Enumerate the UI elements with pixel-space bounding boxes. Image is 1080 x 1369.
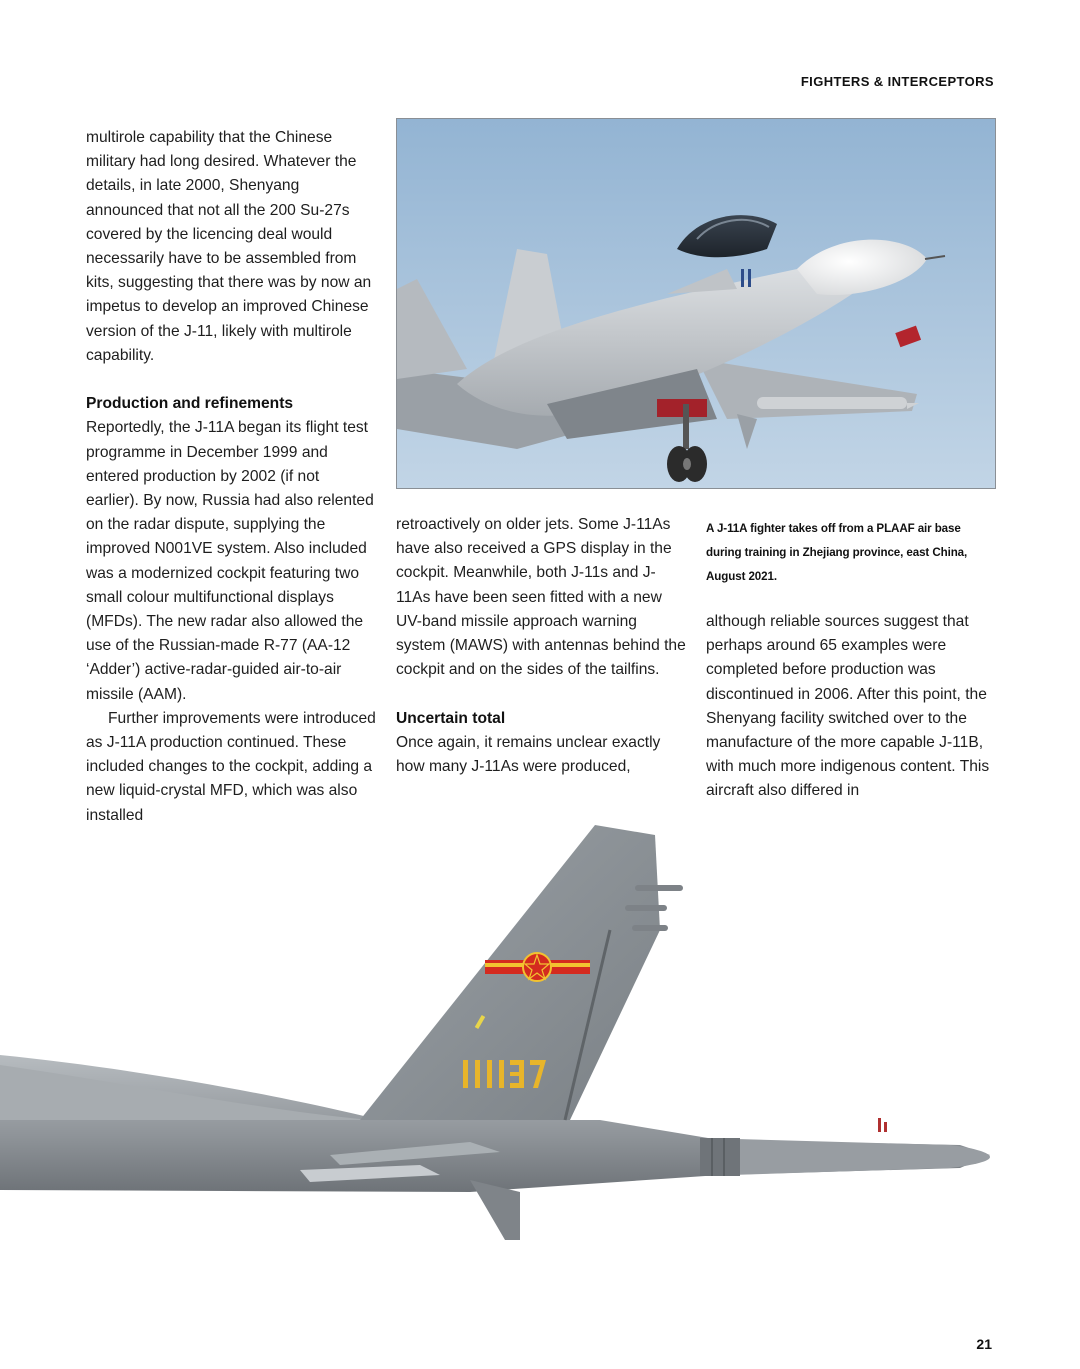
body-paragraph: retroactively on older jets. Some J-11As have also received a GPS display in the cockpit. Meanwhile, both J-11s and J-11As have been seen fitted with a new UV-band missile approach warning system (MAWS) with antennas behind the cockpit and on the sides of the tailfins. — [396, 516, 686, 679]
middle-column — [396, 513, 686, 779]
left-column — [86, 126, 376, 828]
section-heading-production: Production and refinements — [86, 395, 294, 413]
section-heading-uncertain-total: Uncertain total — [396, 709, 506, 727]
body-paragraph: Reportedly, the J-11A began its flight test programme in December 1999 and entered production by 2002 (if not earlier). By now, Russia had also relented on the radar dispute, supplying the improved N001VE system. Also included was a modernized cockpit featuring two small colour multifunctional displays (MFDs). The new radar also allowed the use of the Russian-made R-77 (AA-12 ‘Adder’) active-radar-guided air-to-air missile (AAM). — [86, 419, 374, 703]
body-paragraph: multirole capability that the Chinese military had long desired. Whatever the details, in late 2000, Shenyang announced that not all the 200 Su-27s covered by the licencing deal would necessarily have to be assembled from kits, suggesting that there was by now an impetus to develop an improved Chinese version of the J-11, likely with multirole capability. — [86, 129, 372, 364]
photo-caption: A J-11A fighter takes off from a PLAAF air base during training in Zhejiang province, east China, August 2021. — [706, 522, 968, 583]
page-number: 21 — [976, 1336, 992, 1352]
aircraft-photo — [396, 118, 996, 489]
body-paragraph: Further improvements were introduced as J-11A production continued. These included changes to the cockpit, adding a new liquid-crystal MFD, which was also installed — [86, 709, 376, 824]
right-column — [706, 610, 996, 804]
aircraft-profile-illustration — [0, 820, 1080, 1300]
running-head: FIGHTERS & INTERCEPTORS — [800, 74, 994, 89]
body-paragraph: although reliable sources suggest that perhaps around 65 examples were completed before production was discontinued in 2006. After this point, the Shenyang facility switched over to the manufacture of the more capable J-11B, with much more indigenous content. This aircraft also differed in — [706, 613, 990, 800]
body-paragraph: Once again, it remains unclear exactly how many J-11As were produced, — [396, 733, 661, 776]
